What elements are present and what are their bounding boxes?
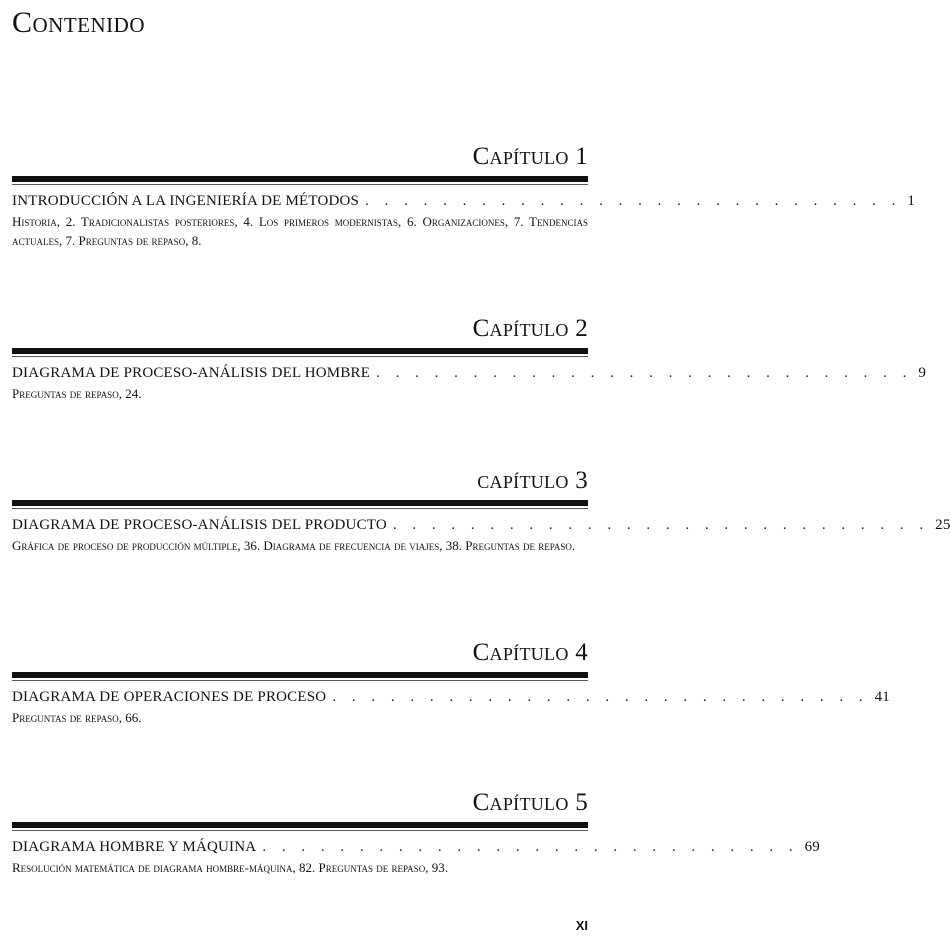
chapter-rule-thin: [12, 356, 588, 357]
chapter-rule: [12, 822, 588, 828]
toc-entry-title: DIAGRAMA DE PROCESO-ANÁLISIS DEL HOMBRE: [12, 365, 371, 381]
chapter-heading: Capítulo 1: [472, 143, 588, 170]
toc-entry-page: 1: [907, 193, 916, 209]
chapter-rule: [12, 672, 588, 678]
chapter-block-3: [0, 466, 951, 555]
toc-entry-title: DIAGRAMA DE OPERACIONES DE PROCESO: [12, 689, 327, 705]
chapter-rule: [12, 176, 588, 182]
toc-subentries: Gráfica de proceso de producción múltiple, 36. Diagrama de frecuencia de viajes, 38. Preguntas de repaso.: [12, 538, 576, 553]
toc-subentries: Historia, 2. Tradicionalistas posteriores, 4. Los primeros modernistas, 6. Organizaciones, 7. Tendencias actuales, 7. Preguntas de repaso, 8.: [12, 214, 588, 248]
chapter-rule-thin: [12, 680, 588, 681]
dot-leader: . . . . . . . . . . . . . . . . . . . . . . . . . . . .: [392, 517, 930, 533]
chapter-rule-thin: [12, 830, 588, 831]
chapter-heading: Capítulo 5: [472, 789, 588, 816]
toc-entry-page: 69: [804, 839, 820, 855]
toc-entry-title: DIAGRAMA HOMBRE Y MÁQUINA: [12, 839, 257, 855]
dot-leader: . . . . . . . . . . . . . . . . . . . . . . . . . . . .: [262, 839, 799, 855]
chapter-rule: [12, 348, 588, 354]
dot-leader: . . . . . . . . . . . . . . . . . . . . . . . . . . . .: [365, 193, 902, 209]
chapter-heading: capítulo 3: [477, 467, 588, 494]
chapter-rule: [12, 500, 588, 506]
toc-entry[interactable]: [12, 689, 890, 706]
toc-entry[interactable]: [12, 839, 820, 856]
toc-entry-title: INTRODUCCIÓN A LA INGENIERÍA DE MÉTODOS: [12, 193, 360, 209]
toc-entry-page: 41: [874, 689, 890, 705]
chapter-heading: Capítulo 4: [472, 639, 588, 666]
chapter-block-1: [0, 142, 916, 250]
toc-entry-title: DIAGRAMA DE PROCESO-ANÁLISIS DEL PRODUCTO: [12, 517, 387, 533]
chapter-rule-thin: [12, 184, 588, 185]
chapter-block-2: [0, 314, 927, 403]
chapter-block-4: [0, 638, 890, 727]
toc-subentries: Resolución matemática de diagrama hombre-máquina, 82. Preguntas de repaso, 93.: [12, 860, 448, 875]
toc-entry[interactable]: [12, 517, 951, 534]
chapter-heading: Capítulo 2: [472, 315, 588, 342]
chapter-block-5: [0, 788, 820, 877]
toc-subentries: Preguntas de repaso, 66.: [12, 710, 142, 725]
chapter-rule-thin: [12, 508, 588, 509]
dot-leader: . . . . . . . . . . . . . . . . . . . . . . . . . . . .: [376, 365, 913, 381]
toc-subentries: Preguntas de repaso, 24.: [12, 386, 142, 401]
page-number: XI: [575, 918, 588, 933]
toc-entry[interactable]: [12, 193, 916, 210]
toc-entry[interactable]: [12, 365, 927, 382]
toc-entry-page: 9: [918, 365, 927, 381]
toc-entry-page: 25: [935, 517, 951, 533]
page-title: Contenido: [12, 6, 145, 39]
dot-leader: . . . . . . . . . . . . . . . . . . . . . . . . . . . .: [332, 689, 869, 705]
